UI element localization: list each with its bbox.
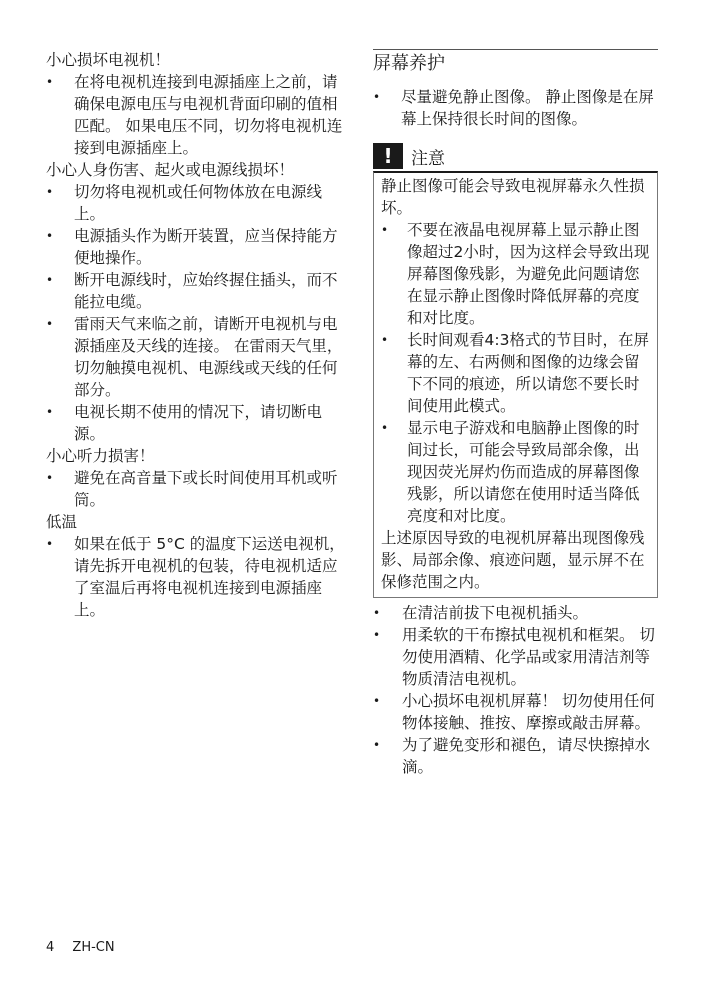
right-column xyxy=(373,49,658,778)
list-item: • 切勿将电视机或任何物体放在电源线上。 xyxy=(46,183,323,223)
page-number: 4 xyxy=(46,940,55,955)
list-item: • 电源插头作为断开装置，应当保持能方便地操作。 xyxy=(46,227,338,267)
section-title-screen-care: 屏幕养护 xyxy=(373,49,658,76)
list-item: • 在清洁前拔下电视机插头。 xyxy=(373,604,589,622)
list-item: • 不要在液晶电视屏幕上显示静止图像超过2小时，因为这样会导致出现屏幕图像残影，为避免此问题请您在显示静止图像时降低屏幕的亮度和对比度。 xyxy=(381,221,650,327)
list-item: • 避免在高音量下或长时间使用耳机或听筒。 xyxy=(46,469,338,509)
list-item: • 尽量避免静止图像。 静止图像是在屏幕上保持很长时间的图像。 xyxy=(373,88,654,128)
warning-heading-hearing: 小心听力损害！ xyxy=(46,447,155,465)
exclamation-icon: ! xyxy=(373,143,403,169)
list-item: • 断开电源线时，应始终握住插头，而不能拉电缆。 xyxy=(46,271,338,311)
list-item: • 在将电视机连接到电源插座上之前，请确保电源电压与电视机背面印刷的值相匹配。 如果电压不同，切勿将电视机连接到电源插座上。 xyxy=(46,73,343,157)
list-item: • 电视长期不使用的情况下，请切断电源。 xyxy=(46,403,323,443)
list-item: • 小心损坏电视机屏幕！ 切勿使用任何物体接触、推按、摩擦或敲击屏幕。 xyxy=(373,692,655,732)
note-footer: 上述原因导致的电视机屏幕出现图像残影、局部余像、痕迹问题，显示屏不在保修范围之内。 xyxy=(381,529,645,591)
list-item: • 长时间观看4:3格式的节目时，在屏幕的左、右两侧和图像的边缘会留下不同的痕迹，所以请您不要长时间使用此模式。 xyxy=(381,331,649,415)
screen-care-list xyxy=(373,86,658,130)
note-title: 注意 xyxy=(411,148,445,169)
low-temperature-list xyxy=(46,533,346,621)
injury-list xyxy=(46,181,346,445)
note-header xyxy=(373,143,658,169)
tv-damage-list xyxy=(46,71,346,159)
list-item: • 雷雨天气来临之前，请断开电视机与电源插座及天线的连接。 在雷雨天气里，切勿触摸电视机、电源线或天线的任何部分。 xyxy=(46,315,343,399)
left-column xyxy=(46,49,346,621)
heading-low-temperature: 低温 xyxy=(46,513,78,531)
note-intro: 静止图像可能会导致电视屏幕永久性损坏。 xyxy=(381,177,645,217)
note-list xyxy=(381,219,651,527)
page-footer xyxy=(46,940,115,955)
list-item: • 为了避免变形和褪色，请尽快擦掉水滴。 xyxy=(373,736,651,776)
list-item: • 用柔软的干布擦拭电视机和框架。 切勿使用酒精、化学品或家用清洁剂等物质清洁电视机。 xyxy=(373,626,655,688)
warning-heading-tv-damage: 小心损坏电视机！ xyxy=(46,51,171,69)
list-item: • 显示电子游戏和电脑静止图像的时间过长，可能会导致局部余像，出现因荧光屏灼伤而造成的屏幕图像残影，所以请您在使用时适当降低亮度和对比度。 xyxy=(381,419,640,525)
hearing-list xyxy=(46,467,346,511)
list-item: • 如果在低于 5°C 的温度下运送电视机，请先拆开电视机的包装，待电视机适应了室温后再将电视机连接到电源插座上。 xyxy=(46,535,345,619)
cleaning-list xyxy=(373,602,658,778)
note-box xyxy=(373,171,658,598)
language-code: ZH-CN xyxy=(72,940,115,955)
warning-heading-injury: 小心人身伤害、起火或电源线损坏！ xyxy=(46,161,295,179)
